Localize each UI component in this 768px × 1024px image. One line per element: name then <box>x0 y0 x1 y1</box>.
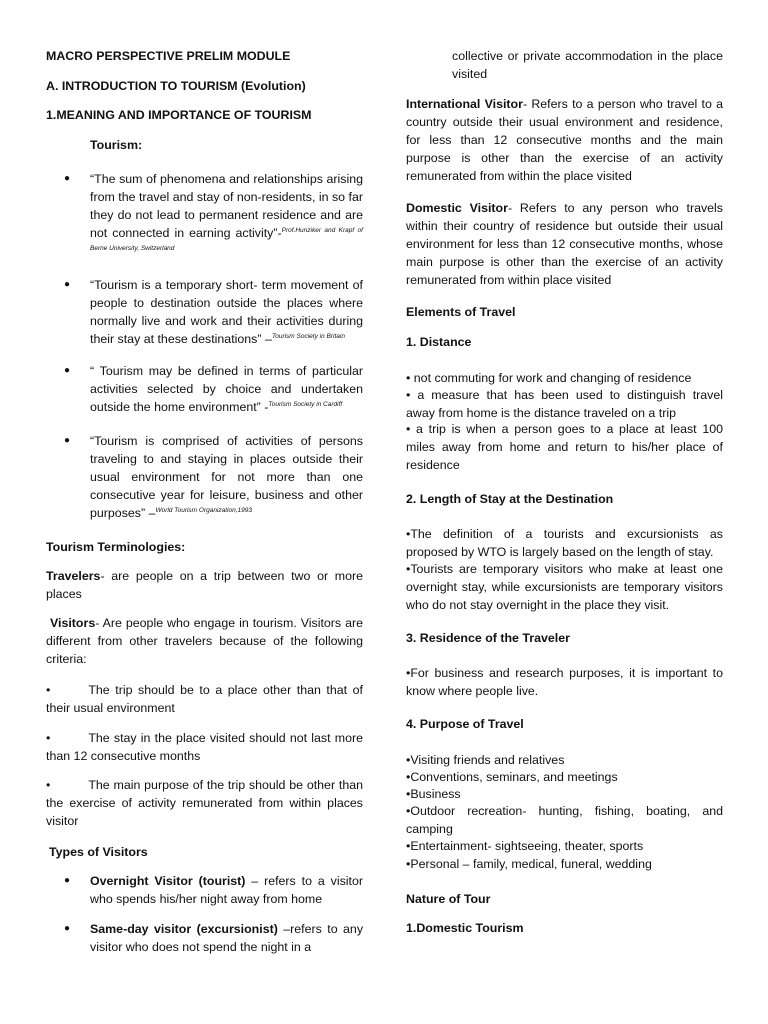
criteria-item: • The stay in the place visited should not last more than 12 consecutive months <box>46 731 363 763</box>
purpose-heading: 4. Purpose of Travel <box>406 717 524 731</box>
definition-citation: Prof.Hunziker and Krapf of Berne University, Switzerland <box>90 226 363 252</box>
definition-citation: Tourism Society in Cardiff <box>268 400 343 408</box>
purpose-item: •Business <box>406 787 461 801</box>
travelers-text: - are people on a trip between two or more places <box>46 569 363 601</box>
criteria-text: The stay in the place visited should not last more than 12 consecutive months <box>46 731 363 763</box>
purpose-item: •Visiting friends and relatives <box>406 753 565 767</box>
visitors-text: - Are people who engage in tourism. Visitors are different from other travelers because of the following criteria: <box>46 616 364 666</box>
visitors-definition <box>46 614 363 668</box>
overnight-term: Overnight Visitor (tourist) <box>90 874 246 888</box>
residence-item: •For business and research purposes, it is important to know where people live. <box>406 666 723 698</box>
purpose-item: •Personal – family, medical, funeral, wedding <box>406 857 652 871</box>
domestic-visitor-text: - Refers to any person who travels within their country of residence but outside their usual environment for less than 12 consecutive months, whose main purpose is other than the exercise of an activity remunerated from within place visited <box>406 201 723 287</box>
nature-of-tour-heading: Nature of Tour <box>406 892 491 906</box>
international-visitor-definition <box>406 95 723 185</box>
sameday-text: –refers to any visitor who does not spend the night in a <box>90 922 364 954</box>
definition-item <box>46 362 363 416</box>
distance-item: • not commuting for work and changing of residence <box>406 371 692 385</box>
domestic-visitor-definition <box>406 199 723 289</box>
purpose-item: •Conventions, seminars, and meetings <box>406 770 618 784</box>
overnight-text: – refers to a visitor who spends his/her night away from home <box>90 874 363 906</box>
section-1-heading: 1.MEANING AND IMPORTANCE OF TOURISM <box>46 108 312 122</box>
distance-item: • a measure that has been used to distinguish travel away from home is the distance traveled on a trip <box>406 388 723 420</box>
visitor-type-item <box>46 872 363 908</box>
visitor-type-item <box>46 920 363 956</box>
definition-citation: World Tourism Organization,1993 <box>155 506 253 514</box>
definition-text: “Tourism is a temporary short- term movement of people to destination outside the places where normally live and work and their activities during their stay at these destinations” – <box>90 278 363 346</box>
purpose-item: •Outdoor recreation- hunting, fishing, boating, and camping <box>406 804 723 836</box>
definition-text: “The sum of phenomena and relationships arising from the travel and stay of non-residents, in so far they do not lead to permanent residence and are not connected in earning activity”- <box>90 172 363 240</box>
section-a-heading: A. INTRODUCTION TO TOURISM (Evolution) <box>46 79 306 93</box>
travelers-term: Travelers <box>46 569 101 583</box>
international-visitor-term: International Visitor <box>406 97 523 111</box>
travelers-definition <box>46 567 363 603</box>
bullet-icon: ● <box>64 173 71 184</box>
bullet-icon: ● <box>64 923 71 934</box>
types-heading: Types of Visitors <box>49 845 148 859</box>
criteria-item: • The main purpose of the trip should be other than the exercise of activity remunerated from within places visitor <box>46 778 363 828</box>
tourism-label: Tourism: <box>90 138 143 152</box>
definition-citation: Tourism Society in Britain <box>271 332 345 340</box>
criteria-item: • The trip should be to a place other than that of their usual environment <box>46 683 363 715</box>
bullet-icon: ● <box>64 279 71 290</box>
international-visitor-text: - Refers to a person who travel to a country outside their usual environment and residence, for less than 12 consecutive months and the main purpose is other than the exercise of an activity remunerated from within the place visited <box>406 97 723 183</box>
criteria-text: The main purpose of the trip should be other than the exercise of activity remunerated from within places visitor <box>46 778 363 828</box>
domestic-visitor-term: Domestic Visitor <box>406 201 508 215</box>
bullet-icon: ● <box>64 365 71 376</box>
residence-heading: 3. Residence of the Traveler <box>406 631 570 645</box>
purpose-item: •Entertainment- sightseeing, theater, sports <box>406 839 644 853</box>
bullet-icon: ● <box>64 435 71 446</box>
stay-item: •Tourists are temporary visitors who make at least one overnight stay, while excursionists are temporary visitors who do not stay overnight in the place they visit. <box>406 562 723 612</box>
definition-item <box>46 170 363 260</box>
distance-heading: 1. Distance <box>406 335 472 349</box>
continuation-text: collective or private accommodation in the place visited <box>452 49 723 81</box>
domestic-tourism-heading: 1.Domestic Tourism <box>406 921 524 935</box>
terminologies-heading: Tourism Terminologies: <box>46 540 186 554</box>
elements-heading: Elements of Travel <box>406 305 516 319</box>
sameday-term: Same-day visitor (excursionist) <box>90 922 278 936</box>
definition-item <box>46 432 363 522</box>
distance-item: • a trip is when a person goes to a place at least 100 miles away from home and return to his/her place of residence <box>406 422 723 472</box>
length-of-stay-heading: 2. Length of Stay at the Destination <box>406 492 614 506</box>
definition-text: “ Tourism may be defined in terms of particular activities selected by choice and undertaken outside the home environment” - <box>90 364 363 414</box>
criteria-text: The trip should be to a place other than that of their usual environment <box>46 683 363 715</box>
stay-item: •The definition of a tourists and excursionists as proposed by WTO is largely based on the length of stay. <box>406 527 723 559</box>
bullet-icon: ● <box>64 875 71 886</box>
visitors-term: Visitors <box>49 616 96 630</box>
definition-item <box>46 276 363 348</box>
definition-text: “Tourism is comprised of activities of persons traveling to and staying in places outside their usual environment for not more than one consecutive year for leisure, business and other purposes” – <box>90 434 363 520</box>
module-title: MACRO PERSPECTIVE PRELIM MODULE <box>46 49 291 63</box>
